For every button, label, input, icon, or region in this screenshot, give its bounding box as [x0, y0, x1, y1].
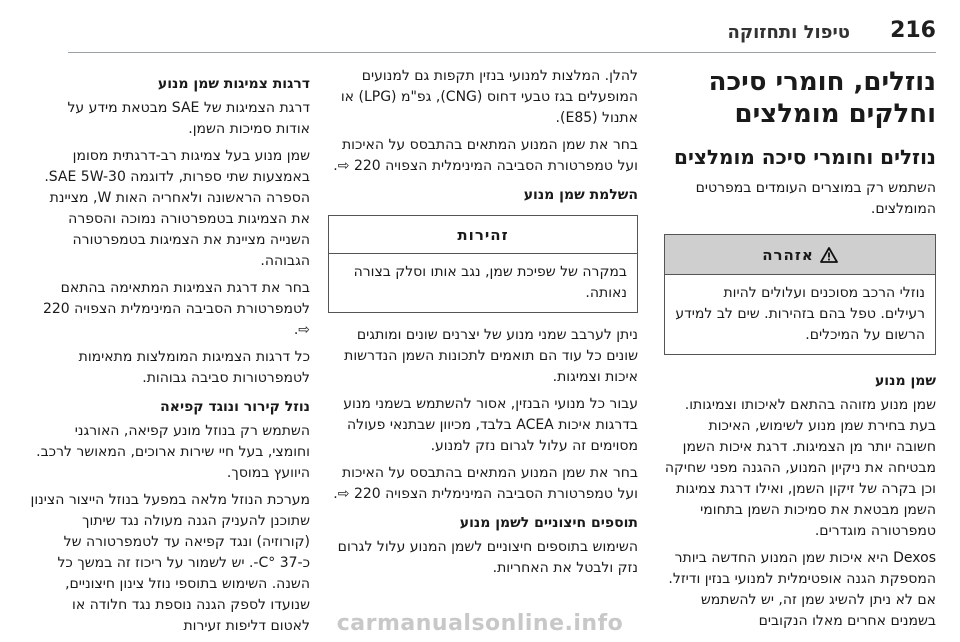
engine-oil-heading: שמן מנוע	[874, 373, 936, 389]
coolant-system-paragraph: מערכת הנוזל מלאה במפעל בנוזל הייצור הצינון שתוכנן להעניק הגנה מעולה נגד שיתוך (קורוזיה) ונגד קפיאה עד לטמפרטורה של כ-37 °C-. יש לשמור על ריכוז זה במשך כל השנה. השימוש בתוספי נוזל צינון חיצוניים, שנועדו לספק הגנה נוספת נגד חלודה או לאטום דליפות זעירות	[30, 492, 310, 634]
middle-column	[328, 66, 638, 585]
chapter-title: טיפול ותחזוקה	[727, 22, 850, 43]
warning-triangle-icon	[820, 247, 838, 263]
site-watermark: carmanualsonline.info	[336, 611, 624, 636]
caution-box	[328, 215, 638, 313]
select-oil-paragraph-2: בחר את שמן המנוע המתאים בהתבסס על האיכות ועל טמפרטורת הסביבה המינימלית הצפויה 220 ⇨.	[333, 465, 638, 502]
intro-text: השתמש רק במוצרים העומדים במפרטים המומלצים.	[695, 180, 936, 217]
viscosity-suitable-paragraph: כל דרגות הצמיגות המומלצות מתאימות לטמפרטורות סביבה גבוהות.	[78, 349, 310, 386]
warning-label: אזהרה	[762, 245, 814, 264]
sae-paragraph: דרגת הצמיגות של SAE מבטאת מידע על אודות סמיכות השמן.	[67, 100, 310, 137]
section-title: נוזלים וחומרי סיכה מומלצים	[674, 145, 936, 169]
main-title: נוזלים, חומרי סיכה וחלקים מומלצים	[708, 67, 936, 129]
warning-box	[664, 234, 936, 355]
warning-header	[665, 235, 935, 275]
left-column	[30, 66, 310, 642]
dexos-paragraph: Dexos היא איכות שמן המנוע החדשה ביותר המספקת הגנה אופטימלית למנועי בנזין ודיזל. אם לא ניתן להשיג שמן זה, יש להשתמש בשמנים אחרים מאלו הנקובים	[668, 550, 936, 629]
additives-paragraph: השימוש בתוספים חיצוניים לשמן המנוע עלול לגרום נזק ולבטל את האחריות.	[337, 539, 638, 576]
warning-text: נוזלי הרכב מסוכנים ועלולים להיות רעילים. טפל בהם בזהירות. שים לב למידע הרשום על המיכלים.	[675, 285, 925, 343]
caution-label: זהירות	[329, 216, 637, 254]
coolant-heading: נוזל קירור ונוגד קפיאה	[160, 399, 310, 415]
caution-text: במקרה של שפיכת שמן, נגב אותו וסלק בצורה נאותה.	[353, 264, 627, 301]
page-header	[0, 0, 960, 56]
additives-heading: תוספים חיצוניים לשמן מנוע	[459, 515, 638, 531]
select-oil-paragraph: בחר את שמן המנוע המתאים בהתבסס על האיכות ועל טמפרטורת הסביבה המינימלית הצפויה 220 ⇨.	[333, 137, 638, 174]
mixing-paragraph: ניתן לערבב שמני מנוע של יצרנים שונים ומותגים שונים כל עוד הם תואמים לתכונות השמן הנדרשות איכות וצמיגות.	[344, 327, 638, 385]
right-column	[664, 66, 936, 638]
fuel-types-paragraph: להלן. המלצות למנועי בנזין תקפות גם למנועים המופעלים בגז טבעי דחוס (CNG), גפ"מ (LPG) או אתנול (E85).	[340, 68, 638, 126]
multigrade-paragraph: שמן מנוע בעל צמיגות רב-דרגתית מסומן באמצעות שתי ספרות, לדוגמה SAE 5W-30. הספרה הראשונה ולאחריה האות W, מציינת את הצמיגות בטמפרטורה נמוכה והספרה השנייה מציינת את הצמיגות בטמפרטורה הגבוהה.	[44, 148, 310, 269]
page-number: 216	[890, 18, 936, 43]
topup-heading: השלמת שמן מנוע	[523, 187, 638, 203]
engine-oil-paragraph: שמן מנוע מזוהה בהתאם לאיכותו וצמיגותו. בעת בחירת שמן מנוע לשימוש, האיכות חשובה יותר מן הצמיגות. דרגת איכות השמן מבטיחה את ניקיון המנוע, ההגנה מפני שחיקה וכן בקרה של זיקון השמן, ואילו דרגת צמיגות השמן מבטאת את סמיכות השמן בתחומי טמפרטורה מוגדרים.	[664, 397, 936, 539]
header-divider	[68, 52, 936, 53]
acea-paragraph: עבור כל מנועי הבנזין, אסור להשתמש בשמני מנוע בדרגות איכות ACEA בלבד, מכיוון שבתנאי פעולה מסוימים זה עלול לגרום נזק למנוע.	[343, 396, 638, 454]
viscosity-select-paragraph: בחר את דרגת הצמיגות המתאימה בהתאם לטמפרטורת הסביבה המינימלית הצפויה 220 ⇨.	[42, 280, 310, 338]
coolant-paragraph: השתמש רק בנוזל מונע קפיאה, האורגני וחומצי, בעל חיי שירות ארוכים, המאושר לרכב. היוועץ במוסך.	[36, 423, 310, 481]
viscosity-heading: דרגות צמיגות שמן מנוע	[157, 76, 310, 92]
